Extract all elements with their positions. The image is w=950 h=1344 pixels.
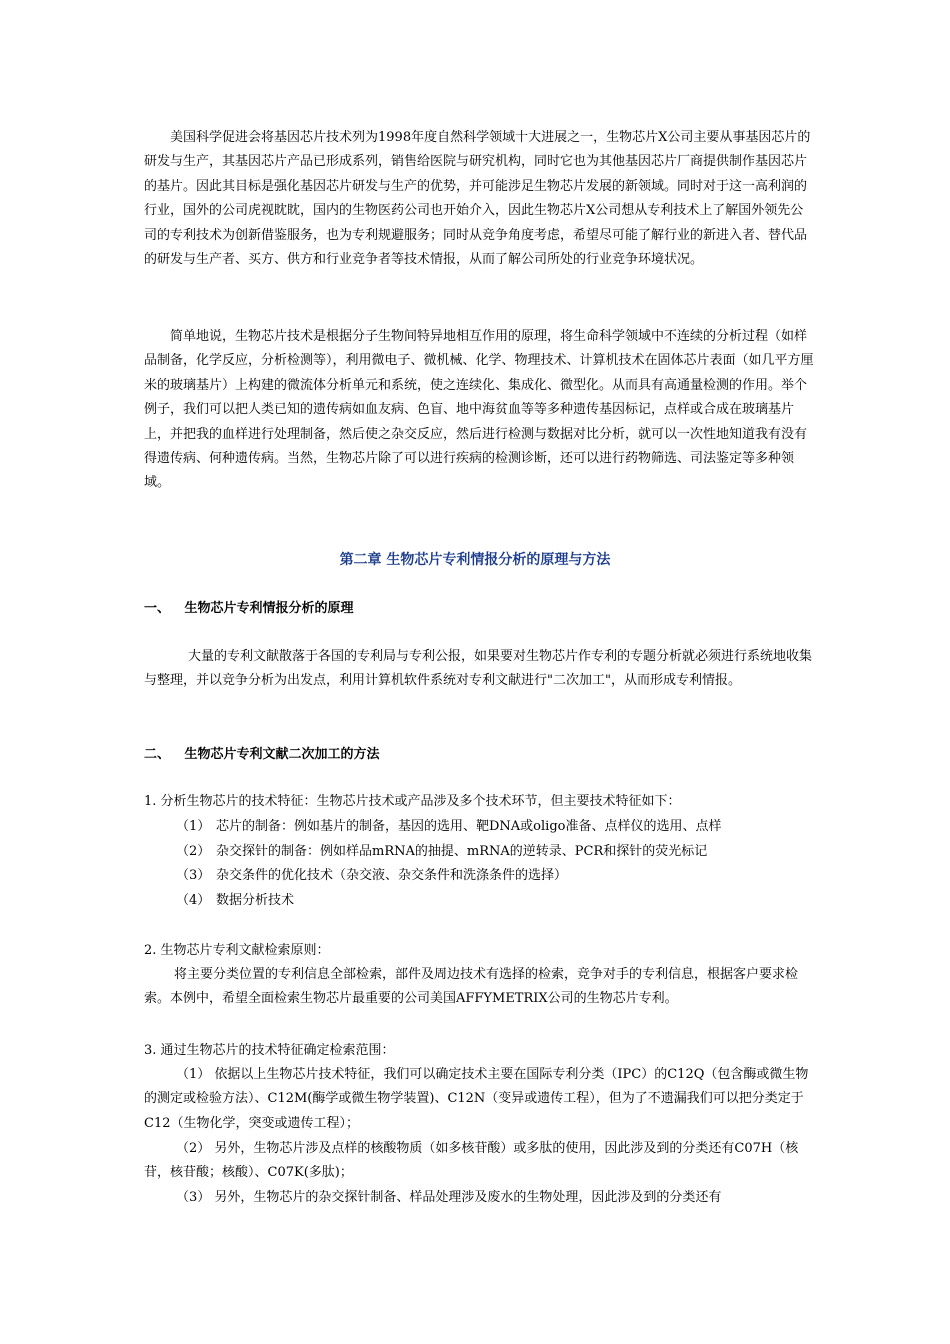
item-2-heading: 2. 生物芯片专利文献检索原则：	[144, 943, 330, 958]
section-2-heading	[144, 743, 380, 762]
section-1-paragraph	[144, 645, 816, 694]
item-3-heading: 3. 通过生物芯片的技术特征确定检索范围：	[144, 1043, 395, 1058]
sub-number: （3）	[176, 868, 211, 883]
intro-paragraph-1	[144, 126, 816, 272]
intro-p2-text: 简单地说，生物芯片技术是根据分子生物间特异地相互作用的原理，将生命科学领域中不连续的分析过程（如样品制备，化学反应，分析检测等），利用微电子、微机械、化学、物理技术、计算机技术在固体芯片表面（如几平方厘米的玻璃基片）上构建的微流体分析单元和系统，使之连续化、集成化、微型化。从而具有高通量检测的作用。举个例子，我们可以把人类已知的遗传病如血友病、色盲、地中海贫血等等多种遗传基因标记，点样或合成在玻璃基片上，并把我的血样进行处理制备，然后使之杂交反应，然后进行检测与数据对比分析，就可以一次性地知道我有没有得遗传病、何种遗传病。当然，生物芯片除了可以进行疾病的检测诊断，还可以进行药物筛选、司法鉴定等多种领域。	[144, 329, 814, 491]
item-1-sub-2	[176, 842, 707, 862]
item-3-paragraph-2	[144, 1137, 816, 1186]
section-2-title: 生物芯片专利文献二次加工的方法	[184, 747, 380, 762]
sub-text: 杂交条件的优化技术（杂交液、杂交条件和洗涤条件的选择）	[216, 868, 568, 883]
section-2-number: 二、	[144, 747, 171, 762]
sub-number: （2）	[176, 844, 211, 859]
item-2-text: 将主要分类位置的专利信息全部检索，部件及周边技术有选择的检索，竞争对手的专利信息，根据客户要求检索。本例中，希望全面检索生物芯片最重要的公司美国AFFYMETRIX公司的生物芯片专利。	[144, 967, 799, 1007]
item-1-sub-1	[176, 817, 721, 837]
sub-text: 数据分析技术	[216, 893, 295, 908]
item-3-paragraph-1	[144, 1063, 816, 1136]
item-1-sub-3	[176, 866, 567, 886]
item-3-paragraph-3	[144, 1186, 816, 1210]
item-1-sub-4	[176, 891, 294, 911]
section-1-heading	[144, 597, 354, 616]
section-1-number: 一、	[144, 601, 171, 616]
chapter-title: 第二章 生物芯片专利情报分析的原理与方法	[339, 552, 611, 568]
item-1-heading: 1. 分析生物芯片的技术特征：生物芯片技术或产品涉及多个技术环节，但主要技术特征如下：	[144, 794, 681, 809]
intro-p1-text: 美国科学促进会将基因芯片技术列为1998年度自然科学领域十大进展之一，生物芯片X公司主要从事基因芯片的研发与生产，其基因芯片产品已形成系列，销售给医院与研究机构，同时它也为其他基因芯片厂商提供制作基因芯片的基片。因此其目标是强化基因芯片研发与生产的优势，并可能涉足生物芯片发展的新领域。同时对于这一高利润的行业，国外的公司虎视眈眈，国内的生物医药公司也开始介入，因此生物芯片X公司想从专利技术上了解国外领先公司的专利技术为创新借鉴服务，也为专利规避服务；同时从竞争角度考虑，希望尽可能了解行业的新进入者、替代品的研发与生产者、买方、供方和行业竞争者等技术情报，从而了解公司所处的行业竞争环境状况。	[144, 130, 811, 268]
item-3-p3-text: （3） 另外，生物芯片的杂交探针制备、样品处理涉及废水的生物处理，因此涉及到的分类还有	[176, 1190, 722, 1205]
item-3-p2-text: （2） 另外，生物芯片涉及点样的核酸物质（如多核苷酸）或多肽的使用，因此涉及到的分类还有C07H（核苷，核苷酸；核酸）、C07K(多肽)；	[144, 1141, 799, 1181]
sub-text: 杂交探针的制备：例如样品mRNA的抽提、mRNA的逆转录、PCR和探针的荧光标记	[216, 844, 708, 859]
item-2-paragraph	[144, 963, 816, 1012]
sub-number: （4）	[176, 893, 211, 908]
sub-number: （1）	[176, 819, 211, 834]
section-1-title: 生物芯片专利情报分析的原理	[184, 601, 354, 616]
sub-text: 芯片的制备：例如基片的制备，基因的选用、靶DNA或oligo准备、点样仪的选用、点样	[216, 819, 722, 834]
item-3-p1-text: （1） 依据以上生物芯片技术特征，我们可以确定技术主要在国际专利分类（IPC）的C12Q（包含酶或微生物的测定或检验方法）、C12M(酶学或微生物学装置)、C12N（变异或遗传工程），但为了不遗漏我们可以把分类定于C12（生物化学，突变或遗传工程）；	[144, 1067, 809, 1131]
intro-paragraph-2	[144, 325, 816, 496]
section-1-text: 大量的专利文献散落于各国的专利局与专利公报，如果要对生物芯片作专利的专题分析就必须进行系统地收集与整理，并以竞争分析为出发点，利用计算机软件系统对专利文献进行"二次加工"，从而形成专利情报。	[144, 649, 813, 689]
